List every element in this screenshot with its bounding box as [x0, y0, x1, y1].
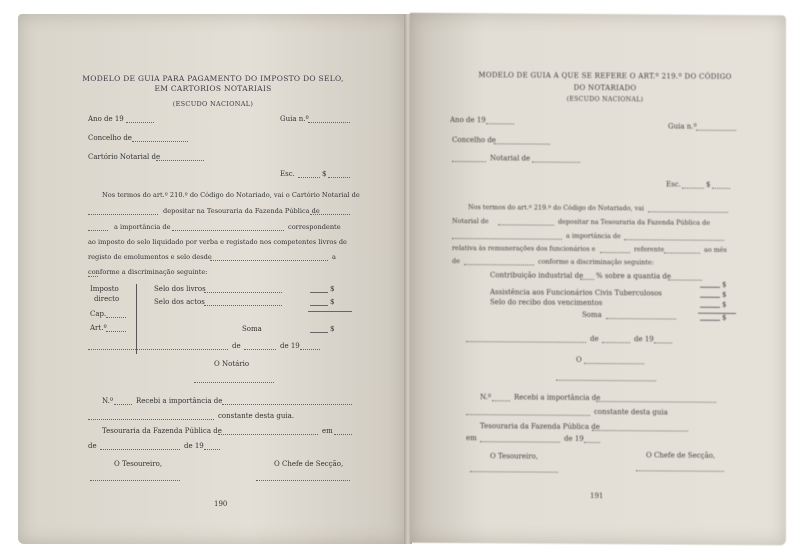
- right-selo-label: Selo do recibo dos vencimentos: [490, 298, 603, 308]
- right-notarial-blank: [452, 161, 486, 162]
- left-chefe-signature: [256, 480, 350, 481]
- left-blank3: [88, 230, 108, 231]
- left-para1: Nos termos do art.º 210.º do Código do Notariado, vai o Cartório Notarial de: [102, 191, 360, 199]
- left-page: [18, 14, 406, 544]
- left-tesoureiro-signature: [90, 480, 180, 481]
- left-de4: de 19: [184, 442, 204, 450]
- right-subtitle: (ESCUDO NACIONAL): [566, 95, 644, 104]
- left-para2: depositar na Tesouraria da Fazenda Pública de: [163, 207, 320, 215]
- left-n-field: [114, 404, 132, 405]
- right-selo-amount: [700, 307, 720, 308]
- right-page: [410, 13, 786, 546]
- left-notario-signature: [194, 382, 274, 383]
- left-selo-livros-field: [204, 292, 282, 293]
- right-contrib-pct-field: [580, 279, 594, 280]
- left-recebi: Recebi a importância de: [136, 397, 223, 405]
- right-blank6: [664, 252, 700, 253]
- right-assist-amount: [700, 297, 720, 298]
- left-selo-livros: Selo dos livros: [154, 285, 206, 293]
- right-blank2: [498, 224, 554, 225]
- left-concelho-label: Concelho de: [88, 134, 132, 142]
- open-book: [18, 14, 786, 544]
- left-sum-rule: [308, 311, 352, 312]
- right-para1: Nos termos do art.º 219.º do Código do Notariado, vai: [468, 203, 645, 213]
- left-em: em: [322, 427, 333, 435]
- left-para5: ao imposto do selo liquidado por verba e registado nos competentes livros de: [88, 238, 347, 246]
- left-soma-amount: [310, 332, 328, 333]
- right-para4: a importância de: [566, 231, 621, 241]
- left-tesouraria: Tesouraria da Fazenda Pública de: [102, 427, 222, 435]
- right-recebi: Recebi a importância de: [514, 393, 601, 403]
- left-art-field: [106, 331, 126, 332]
- right-signature: [556, 380, 656, 382]
- left-blank2: [310, 214, 350, 215]
- left-art-label: Art.º: [90, 324, 107, 332]
- right-chefe: O Chefe de Secção,: [646, 451, 716, 460]
- right-notarial-label: Notarial de: [490, 154, 531, 163]
- right-blank7: [464, 264, 534, 265]
- left-selo-actos-field: [204, 305, 282, 306]
- left-date-de1: de: [232, 342, 241, 350]
- right-em: em: [466, 434, 477, 443]
- left-date-year-field: [300, 349, 320, 350]
- right-soma-amount: [700, 320, 720, 321]
- left-notario-label: O Notário: [214, 360, 250, 368]
- right-contrib-label: Contribuição industrial de: [490, 271, 584, 280]
- right-soma-field: [606, 318, 676, 319]
- right-blank4: [624, 239, 724, 241]
- right-chefe-signature: [636, 470, 724, 472]
- left-de3-field: [100, 449, 180, 450]
- right-n-label: N.º: [480, 393, 492, 402]
- right-date-de1: de: [590, 334, 599, 344]
- right-de3-field: [584, 442, 600, 443]
- right-constante: constante desta guia: [594, 407, 668, 417]
- left-de3: de: [88, 442, 97, 450]
- left-soma-dollar: $: [330, 325, 335, 333]
- left-selo-actos-dollar: $: [330, 298, 335, 306]
- left-constante: constante desta guia.: [218, 412, 294, 420]
- right-concelho-field: [494, 143, 550, 144]
- left-esc-field: [298, 177, 320, 178]
- right-contrib-amount: [700, 287, 720, 288]
- left-concelho-field: [132, 141, 188, 142]
- right-title-line1: MODELO DE GUIA A QUE SE REFERE O ART.º 219.º DO CÓDIGO: [478, 71, 732, 81]
- right-para5: relativa às remunerações dos funcionários e: [452, 243, 596, 253]
- left-cap-label: Cap.: [90, 310, 107, 318]
- right-tesoureiro: O Tesoureiro,: [490, 452, 539, 461]
- right-concelho-label: Concelho de: [452, 135, 496, 145]
- left-date-place-field: [88, 349, 228, 350]
- right-o-label: O: [576, 355, 582, 364]
- left-directo-label: directo: [94, 295, 120, 303]
- left-subtitle: (ESCUDO NACIONAL): [172, 100, 254, 108]
- left-selo-livros-amount: [310, 292, 328, 293]
- right-para8: de: [452, 256, 460, 266]
- right-soma-dollar: $: [722, 313, 727, 322]
- right-soma-label: Soma: [582, 310, 602, 320]
- right-selo-dollar: $: [722, 300, 727, 309]
- right-date-month-field: [602, 342, 630, 343]
- left-title-line2: EM CARTORIOS NOTARIAIS: [154, 84, 272, 93]
- left-cap-field: [106, 317, 126, 318]
- left-chefe: O Chefe de Secção,: [274, 460, 344, 468]
- right-contrib-quantia-field: [668, 279, 702, 280]
- right-guia-label: Guia n.º: [668, 122, 697, 131]
- right-tesouraria: Tesouraria da Fazenda Pública de: [480, 422, 600, 432]
- left-soma-label: Soma: [242, 325, 262, 333]
- right-ano-field: [486, 123, 514, 124]
- left-page-number: 190: [214, 500, 228, 508]
- right-esc-label: Esc.: [666, 180, 681, 189]
- right-tesouraria-field: [592, 430, 688, 432]
- left-title-line1: MODELO DE GUIA PARA PAGAMENTO DO IMPOSTO DO SELO,: [82, 74, 344, 83]
- left-bracket: [136, 284, 137, 354]
- right-de3: de 19: [564, 434, 584, 443]
- left-selo-livros-dollar: $: [330, 285, 335, 293]
- left-date-de2: de 19: [280, 342, 300, 350]
- right-date-place-field: [466, 341, 586, 343]
- left-ano-label: Ano de 19: [88, 115, 124, 123]
- left-blank5: [210, 260, 328, 261]
- left-esc-dollar: $: [322, 170, 327, 178]
- left-esc-cents-field: [328, 177, 350, 178]
- right-recebi-field: [596, 401, 716, 403]
- left-guia-label: Guia n.º: [280, 115, 309, 123]
- left-de4-field: [204, 449, 220, 450]
- left-para4: correspondente: [288, 223, 341, 231]
- right-date-de2: de 19: [634, 335, 654, 344]
- right-sum-rule: [698, 313, 736, 314]
- right-contrib2-label: % sobre a quantia de: [596, 271, 672, 281]
- left-tesoureiro: O Tesoureiro,: [114, 460, 163, 468]
- left-para3: a importância de: [114, 223, 171, 231]
- right-n-field: [492, 400, 510, 401]
- left-ano-field: [126, 122, 154, 123]
- right-assist-label: Assistência aos Funcionários Civis Tuberculosos: [490, 288, 662, 298]
- left-para6: registo de emolumentos e selo desde: [88, 253, 212, 261]
- right-blank1: [648, 211, 728, 213]
- right-tesoureiro-signature: [470, 471, 558, 473]
- left-cartorio-label: Cartório Notarial de: [88, 153, 161, 161]
- left-date-month-field: [244, 349, 276, 350]
- left-em-field: [334, 434, 352, 435]
- left-blank6: [88, 276, 98, 277]
- left-selo-actos-amount: [310, 305, 328, 306]
- right-esc-cents-field: [712, 188, 730, 189]
- left-tesouraria-field: [218, 434, 318, 435]
- right-em-field: [480, 441, 560, 443]
- left-selo-actos: Selo dos actos: [154, 298, 205, 306]
- right-date-year-field: [654, 342, 672, 343]
- left-para7: a: [332, 253, 336, 261]
- right-esc-dollar: $: [706, 180, 711, 189]
- left-imposto-label: Imposto: [90, 285, 119, 293]
- left-n-label: N.º: [102, 397, 114, 405]
- right-page-number: 191: [590, 491, 604, 501]
- right-contrib-dollar: $: [722, 280, 727, 289]
- right-title-line2: DO NOTARIADO: [573, 83, 637, 93]
- right-recebi-field2: [466, 414, 590, 416]
- left-cartorio-field: [156, 160, 204, 161]
- left-esc-label: Esc.: [280, 170, 295, 178]
- right-para3: depositar na Tesouraria da Fazenda Pública de: [558, 217, 710, 227]
- left-recebi-field2: [88, 419, 214, 420]
- right-notarial-field: [532, 162, 580, 163]
- left-guia-field: [308, 122, 350, 123]
- right-blank5: [600, 252, 630, 253]
- right-assist-dollar: $: [722, 290, 727, 299]
- right-esc-field: [682, 188, 704, 189]
- right-para9: conforme a discriminação seguinte:: [538, 257, 654, 267]
- right-para2: Notarial de: [452, 216, 489, 226]
- right-para7: ao mês: [704, 245, 727, 254]
- left-blank1: [88, 214, 158, 215]
- right-guia-field: [696, 130, 736, 131]
- right-para6: referente: [634, 245, 665, 254]
- left-blank4: [172, 230, 284, 231]
- right-o-field: [584, 363, 644, 364]
- left-para8: conforme a discriminação seguinte:: [88, 268, 208, 276]
- left-recebi-field: [222, 404, 352, 405]
- right-ano-label: Ano de 19: [450, 115, 486, 125]
- right-blank3: [452, 238, 562, 240]
